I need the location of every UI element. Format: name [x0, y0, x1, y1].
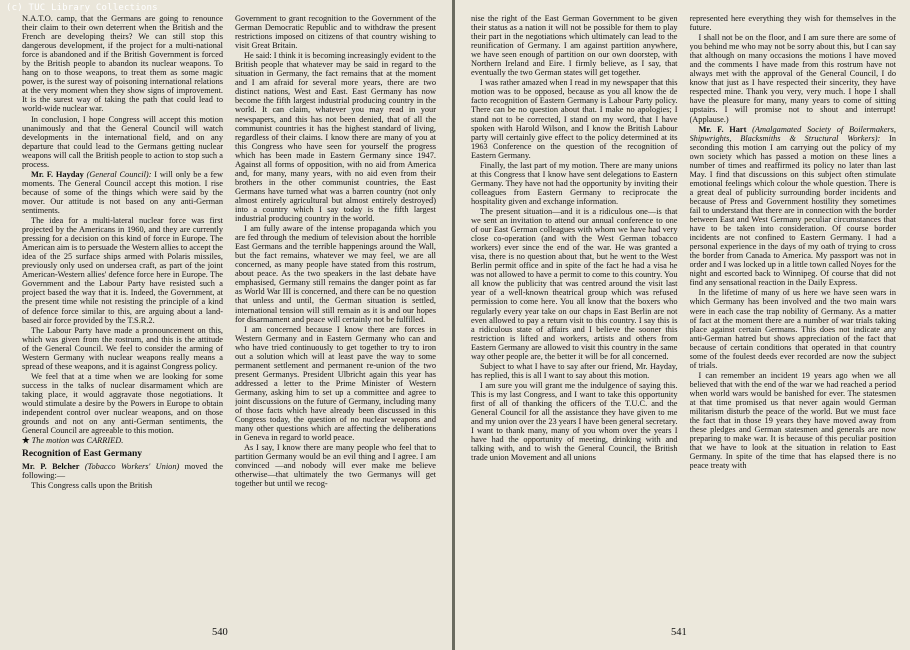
left-column-1 [22, 14, 223, 606]
paragraph: As I say, I know there are many people who feel that to partition Germany would be an evil thing and I agree. I am convinced —and nobody will ever make me believe otherwise—that ultimately the two Germanys will get together but until we recog- [235, 443, 436, 489]
right-column-2 [690, 14, 897, 606]
paragraph: I can remember an incident 19 years ago when we all believed that with the end of the war we had reached a period when world wars would be banished for ever. The statesmen at that time promised us that never again would German militarism disturb the peace of the world. But we must face the fact that in those 19 years they have moved away from these pledges and German statesmen and generals are now preparing to make war. It is because of this peculiar position that we have to look at the situation in relation to East Germany. In spite of the time that has elapsed there is no peace treaty with [689, 370, 896, 471]
speaker-role: (General Council): [86, 169, 152, 179]
paragraph: The present situation—and it is a ridiculous one—is that we sent an invitation to attend our annual conference to one of our East German colleagues with whom we have had very close co-operation (and with the West German tobacco workers) ever since the end of the war. He was granted a visa, there is no question about that, but he went to the West Berlin permit office and in spite of the fact he had a visa he was not allowed to have a permit to come to this country. You all know the publicity that was centred around the visit last year of a well-known theatrical group which was refused permission to come here. You all know that the boxers who regularly every year take on our chaps in East Berlin are not even allowed to pay a return visit to this country. I say this is a ridiculous state of affairs and I believe the sooner this restriction is lifted and workers, artists and others from Eastern Germany are allowed to visit this country in the same way other people are, the better it will be for all concerned. [471, 206, 678, 361]
paragraph: In conclusion, I hope Congress will accept this motion unanimously and that the General Council will watch developments in the international field, and on any departure that could lead to the Germans getting nuclear weapons will call the British people to action to stop such a process. [22, 114, 223, 169]
paragraph: I was rather amazed when I read in my newspaper that this motion was to be opposed, because as you all know the de facto recognition of Eastern Germany is Labour Party policy. There can be no question about that. I make no apologies; I stand not to be corrected, I stand on my word, that I have spoken with Harold Wilson, and I know the British Labour party will certainly give effect to the policy determined at its 1963 Conference on the question of the recognition of Eastern Germany. [471, 78, 678, 160]
speaker-name: Mr. F. Hart [698, 124, 747, 134]
paragraph: I am sure you will grant me the indulgence of saying this. This is my last Congress, and I want to take this opportunity first of all of thanking the officers of the T.U.C. and the General Council for all the assistance they have given to me and my union over the 23 years I have been general secretary. I want to thank many, many of you whom over the years I have had the opportunity of meeting, drinking with and talking with, and to wish the General Council, the British trade union Movement and all unions [471, 380, 678, 463]
speaker-paragraph [22, 170, 223, 215]
speech-text: In seconding this motion I am carrying out the policy of my own society which has passed a motion on these lines a number of times and reaffirmed its policy no later than last May. I find that discussions on this subject often stimulate emotional feelings which colour the whole question. There is a great deal of publicity surrounding border incidents and because of Press and Government hostility they sometimes fail to understand that there are in connection with the border between East and West Germany peculiar circumstances that have to be taken into consideration. Of course border incidents are not confined to Eastern Germany. I had a personal experience in the days of my oath of trying to cross the border from Canada to America. My passport was not in order and I was locked up in a little town called Noyes for the night and escorted back to Winnipeg. Of course that did not find any sensational reaction in the Daily Express. [689, 133, 896, 288]
paragraph: I shall not be on the floor, and I am sure there are some of you behind me who may not be sorry about this, but I can say that although on many occasions the motions I have moved and the comments I have made from this rostrum have not always met with the approval of the General Council, I do know that just as I have respected their sincerity, they have respected mine. Thank you very, very much. I hope I shall have the pleasure for many, many years to come of sitting upstairs. I will promise not to shout and interrupt! (Applause.) [689, 33, 896, 124]
left-column-2 [235, 14, 436, 606]
page-number: 540 [212, 627, 228, 638]
left-page [0, 0, 452, 650]
section-heading: Recognition of East Germany [22, 449, 143, 460]
motion-status [22, 436, 223, 445]
speaker-role: (Amalgamated Society of Boilermakers, Shipwrights, Blacksmiths & Structural Workers): [689, 124, 896, 143]
paragraph: I am concerned because I know there are forces in Western Germany and in Eastern Germany who can and who have tried continuously to get together to try to iron out a solution which will at least pave the way to some permanent settlement and permanent re-union of the two present Germanys. President Ulbricht again this year has addressed a letter to the Prime Minister of Western Germany, asking him to set up a committee and agree to joint discussions on the future of Germany, including many of those facts which have already been discussed in this Congress today, the question of no nuclear weapons and many other questions which are affecting the deliberations in Geneva in regard to world peace. [235, 324, 436, 443]
paragraph: represented here everything they wish for themselves in the future. [689, 14, 896, 33]
paragraph: N.A.T.O. camp, that the Germans are going to renounce their claim to their own deterrent when the British and the French are developing theirs? We can still stop this dangerous development, if the project for a multi-national force is abandoned and if the British Government is forced by the British people to abandon its nuclear weapons. To hang on to those weapons, to treat them as some magic power, is the surest way of poisoning international relations at the very moment when they show signs of improvement. It is the surest way of taking the path that could lead to world-wide nuclear war. [22, 14, 223, 114]
speaker-paragraph [690, 125, 897, 288]
speaker-name: Mr. P. Belcher [22, 462, 80, 472]
paragraph: The idea for a multi-lateral nuclear force was first projected by the Americans in 1960, and they are currently pressing for a decision on this kind of force in Europe. The American aim is to persuade the Western allies to accept the idea of the 25 surface ships armed with Polaris missiles, previously only used on undersea craft, as part of the joint American-Western allies' defence force here in Europe. The Government and the Labour Party have resisted such a project based the way that it is. Indeed, the Government, at the present time while not resisting the principle of a kind of defence force similar to this, are arguing about a land-based air force provided by the T.S.R.2. [22, 216, 223, 325]
motion-status-text: The motion was CARRIED. [31, 436, 124, 446]
speech-text: moved the following:— [22, 462, 223, 481]
paragraph: I am fully aware of the intense propaganda which you are fed through the medium of television about the horrible East Germans and the terrible happenings around the Wall, but the fact remains, whatever we may feel, we are all concerned, as many people have stated from this rostrum, about peace. As the two speakers in the last debate have emphasised, Germany still remains the danger point as far as World War III is concerned, and there can be no question that unless and until, the German situation is settled, international tension will still remain as it is and our hopes for disarmament and peace will certainly not be fulfilled. [235, 224, 436, 324]
right-page [455, 0, 910, 650]
paragraph: We feel that at a time when we are looking for some success in the talks of nuclear disarmament which are taking place, it would aggravate those negotiations. It would stimulate a desire by the Powers in Europe to obtain independent control over nuclear weapons, and on those grounds and not on any anti-German sentiments, the General Council are agreeable to this motion. [22, 371, 223, 436]
star-icon: ★ [22, 436, 30, 446]
paragraph: Finally, the last part of my motion. There are many unions at this Congress that I know have sent delegations to Eastern Germany. They have not had the opportunity by inviting their colleagues from Eastern Germany to reciprocate the hospitality given and exchange information. [471, 160, 678, 206]
paragraph: In the lifetime of many of us here we have seen wars in which Germany has been involved and the two main wars were in each case the trap nobility of Germany. As a matter of fact at the moment there are a number of war trials taking place against certain Germans. This does not indicate any anti-German hatred but shows appreciation of the fact that because of certain conditions that operated in that country some of the foulest deeds ever recorded are now the subject of trials. [689, 288, 896, 370]
paragraph: Government to grant recognition to the Government of the German Democratic Republic and to withdraw the present restrictions imposed on citizens of that country wishing to visit Great Britain. [235, 14, 436, 51]
watermark: (c) TUC Library Collections [6, 3, 158, 13]
paragraph: He said: I think it is becoming increasingly evident to the British people that whatever may be said in regard to the situation in Germany, the fact remains that at the moment and I am afraid for several more years, there are two distinct nations, West and East. East Germany has now become the fifth largest industrial producing country in the world. It can claim, whatever you may read in your newspapers, and this has not been denied, that of all the communist countries it has the highest standard of living, regardless of their claims. I know there are many of you at this Congress who have seen for yourself the progress which has been made in Eastern Germany since 1947. Against all forms of opposition, with no aid from America and, for many, many years, with no aid even from their brothers in the other communist countries, the East Germans have turned what was a barren country (not only almost entirely agricultural but almost entirely destroyed) into a country which I say today is the fifth largest industrial producing country in the world. [235, 51, 436, 224]
paragraph: Subject to what I have to say after our friend, Mr. Hayday, has replied, this is all I want to say about this motion. [471, 361, 678, 380]
paragraph: The Labour Party have made a pronouncement on this, which was given from the rostrum, and this is the attitude of the General Council. We feel to consider the arming of Western Germany with nuclear weapons really means a spread of these weapons, and it is against Congress policy. [22, 325, 223, 371]
speaker-role: (Tobacco Workers' Union) [84, 462, 180, 472]
paragraph: nise the right of the East German Government to be given their status as a nation it will not be possible for them to play their part in the negotiations which ultimately can lead to the reunification of Germany. I am against partition anywhere, we have seen enough of partition on our own doorstep, with Northern Ireland and Eire. I firmly believe, as I say, that eventually the two German states will get together. [471, 14, 678, 78]
speaker-name: Mr. F. Hayday [31, 169, 84, 179]
speech-text: I will only be a few moments. The General Council accept this motion. I rise because of some of the things which were said by the mover. Our attitude is not based on any anti-German sentiments. [22, 169, 223, 215]
speaker-paragraph [22, 462, 223, 480]
right-column-1 [471, 14, 678, 606]
motion-text: This Congress calls upon the British [31, 481, 153, 491]
page-number: 541 [671, 627, 687, 638]
